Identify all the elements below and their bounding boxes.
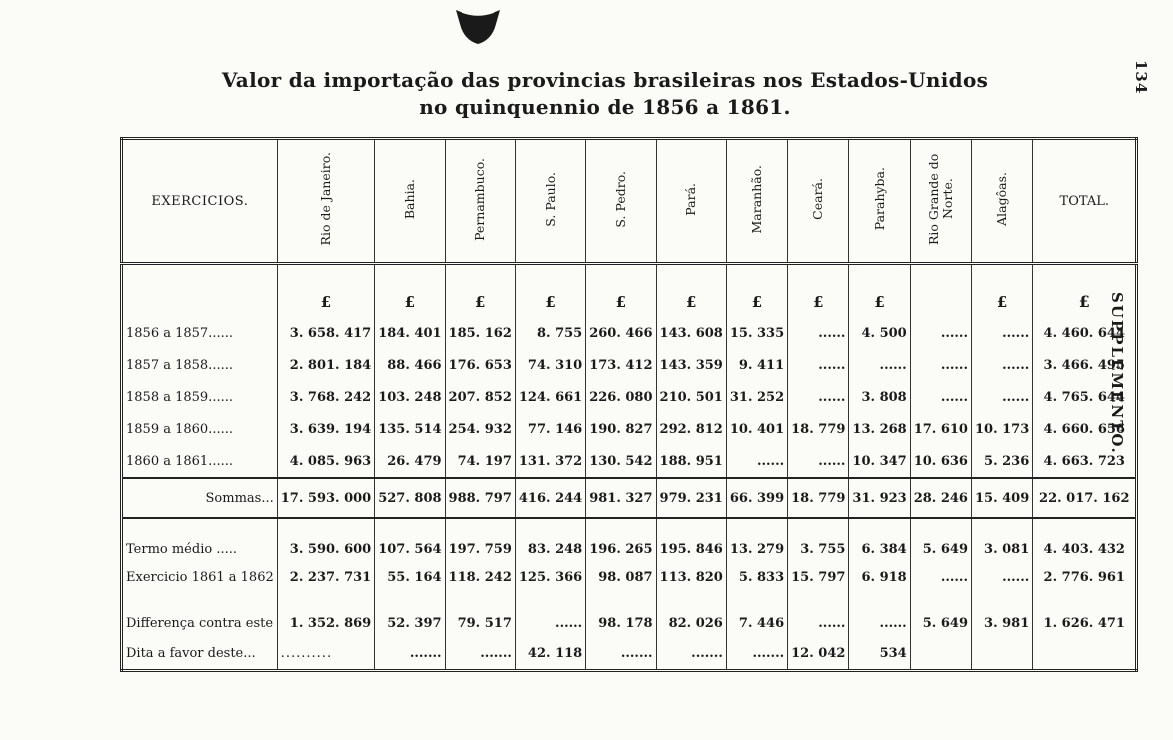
value-cell: 1. 352. 869 xyxy=(277,593,374,637)
row-label: 1856 a 1857...... xyxy=(122,317,278,349)
value-cell: 173. 412 xyxy=(586,349,656,381)
row-label: 1859 a 1860...... xyxy=(122,413,278,445)
unit-cell: £ xyxy=(726,264,787,318)
value-cell: 26. 479 xyxy=(375,445,445,478)
value-cell: 31. 252 xyxy=(726,381,787,413)
value-cell: 18. 779 xyxy=(788,478,849,518)
value-cell: 13. 279 xyxy=(726,518,787,561)
total-cell: 4. 403. 432 xyxy=(1033,518,1137,561)
value-cell: ....... xyxy=(375,637,445,671)
value-cell: 10. 173 xyxy=(971,413,1032,445)
header-exercicios: EXERCICIOS. xyxy=(122,139,278,264)
value-cell: ....... xyxy=(445,637,515,671)
value-cell: 4. 085. 963 xyxy=(277,445,374,478)
header-row xyxy=(122,139,1137,264)
value-cell: 3. 658. 417 xyxy=(277,317,374,349)
value-cell: 3. 768. 242 xyxy=(277,381,374,413)
total-cell: 4. 765. 644 xyxy=(1033,381,1137,413)
value-cell: 98. 178 xyxy=(586,593,656,637)
header-province: Rio Grande do Norte. xyxy=(910,139,971,264)
header-province: Alagôas. xyxy=(971,139,1032,264)
value-cell: 103. 248 xyxy=(375,381,445,413)
differenca-row xyxy=(122,593,1137,637)
value-cell: 9. 411 xyxy=(726,349,787,381)
header-province: S. Paulo. xyxy=(515,139,585,264)
value-cell: 130. 542 xyxy=(586,445,656,478)
value-cell: 8. 755 xyxy=(515,317,585,349)
value-cell: ...... xyxy=(788,349,849,381)
value-cell: 3. 755 xyxy=(788,518,849,561)
value-cell: ...... xyxy=(910,381,971,413)
value-cell: 527. 808 xyxy=(375,478,445,518)
unit-cell: £ xyxy=(971,264,1032,318)
value-cell: .......... xyxy=(277,637,374,671)
value-cell: 15. 797 xyxy=(788,561,849,593)
value-cell: ...... xyxy=(788,593,849,637)
dita-row xyxy=(122,637,1137,671)
value-cell: ...... xyxy=(971,317,1032,349)
value-cell: 13. 268 xyxy=(849,413,910,445)
value-cell: ....... xyxy=(726,637,787,671)
header-province: Bahia. xyxy=(375,139,445,264)
unit-cell: £ xyxy=(849,264,910,318)
value-cell: 88. 466 xyxy=(375,349,445,381)
import-table xyxy=(120,137,1138,672)
row-label: Exercicio 1861 a 1862 xyxy=(122,561,278,593)
value-cell: 260. 466 xyxy=(586,317,656,349)
value-cell: ...... xyxy=(971,561,1032,593)
unit-cell: £ xyxy=(445,264,515,318)
value-cell: 143. 359 xyxy=(656,349,726,381)
value-cell: ...... xyxy=(971,381,1032,413)
value-cell: 52. 397 xyxy=(375,593,445,637)
value-cell: 176. 653 xyxy=(445,349,515,381)
unit-row xyxy=(122,264,1137,318)
value-cell: 107. 564 xyxy=(375,518,445,561)
total-cell: 1. 626. 471 xyxy=(1033,593,1137,637)
value-cell: 988. 797 xyxy=(445,478,515,518)
value-cell: 18. 779 xyxy=(788,413,849,445)
value-cell: 124. 661 xyxy=(515,381,585,413)
row-label: 1857 a 1858...... xyxy=(122,349,278,381)
ornament-icon xyxy=(452,6,504,46)
value-cell: 28. 246 xyxy=(910,478,971,518)
unit-cell: £ xyxy=(656,264,726,318)
value-cell xyxy=(910,637,971,671)
value-cell: 190. 827 xyxy=(586,413,656,445)
table-row xyxy=(122,445,1137,478)
unit-cell: £ xyxy=(1033,264,1137,318)
value-cell: ...... xyxy=(910,317,971,349)
value-cell xyxy=(971,637,1032,671)
total-cell: 3. 466. 495 xyxy=(1033,349,1137,381)
value-cell: 135. 514 xyxy=(375,413,445,445)
value-cell: 5. 833 xyxy=(726,561,787,593)
value-cell: 5. 236 xyxy=(971,445,1032,478)
unit-cell: £ xyxy=(277,264,374,318)
value-cell: 6. 918 xyxy=(849,561,910,593)
total-cell: 2. 776. 961 xyxy=(1033,561,1137,593)
value-cell: 979. 231 xyxy=(656,478,726,518)
total-cell xyxy=(1033,637,1137,671)
total-cell: 22. 017. 162 xyxy=(1033,478,1137,518)
value-cell: 143. 608 xyxy=(656,317,726,349)
value-cell: 226. 080 xyxy=(586,381,656,413)
value-cell: 3. 590. 600 xyxy=(277,518,374,561)
value-cell: 184. 401 xyxy=(375,317,445,349)
value-cell: ...... xyxy=(515,593,585,637)
value-cell: ....... xyxy=(586,637,656,671)
unit-cell: £ xyxy=(375,264,445,318)
row-label: 1860 a 1861...... xyxy=(122,445,278,478)
value-cell: 66. 399 xyxy=(726,478,787,518)
value-cell: 3. 808 xyxy=(849,381,910,413)
value-cell: 3. 081 xyxy=(971,518,1032,561)
value-cell: ...... xyxy=(788,445,849,478)
value-cell: 42. 118 xyxy=(515,637,585,671)
value-cell: 5. 649 xyxy=(910,593,971,637)
value-cell: ...... xyxy=(971,349,1032,381)
row-label: Differença contra este xyxy=(122,593,278,637)
value-cell: 185. 162 xyxy=(445,317,515,349)
value-cell: 981. 327 xyxy=(586,478,656,518)
value-cell: 196. 265 xyxy=(586,518,656,561)
value-cell: 188. 951 xyxy=(656,445,726,478)
value-cell: 74. 197 xyxy=(445,445,515,478)
unit-cell xyxy=(910,264,971,318)
value-cell: 207. 852 xyxy=(445,381,515,413)
value-cell: 292. 812 xyxy=(656,413,726,445)
row-label: Termo médio ..... xyxy=(122,518,278,561)
value-cell: 7. 446 xyxy=(726,593,787,637)
value-cell: ...... xyxy=(849,593,910,637)
value-cell: ...... xyxy=(788,381,849,413)
value-cell: 3. 639. 194 xyxy=(277,413,374,445)
value-cell: 210. 501 xyxy=(656,381,726,413)
value-cell: 31. 923 xyxy=(849,478,910,518)
value-cell: 195. 846 xyxy=(656,518,726,561)
value-cell: 6. 384 xyxy=(849,518,910,561)
value-cell: 98. 087 xyxy=(586,561,656,593)
value-cell: ....... xyxy=(656,637,726,671)
termo-row xyxy=(122,518,1137,561)
unit-cell: £ xyxy=(586,264,656,318)
value-cell: 10. 636 xyxy=(910,445,971,478)
side-label: SUPPLEMENTO. xyxy=(1108,292,1126,455)
value-cell: 534 xyxy=(849,637,910,671)
value-cell: 15. 335 xyxy=(726,317,787,349)
exercicio-row xyxy=(122,561,1137,593)
header-province: Pernambuco. xyxy=(445,139,515,264)
value-cell: 15. 409 xyxy=(971,478,1032,518)
header-province: S. Pedro. xyxy=(586,139,656,264)
value-cell: 2. 237. 731 xyxy=(277,561,374,593)
table-row xyxy=(122,381,1137,413)
unit-cell: £ xyxy=(515,264,585,318)
value-cell: 17. 593. 000 xyxy=(277,478,374,518)
header-province: Rio de Janeiro. xyxy=(277,139,374,264)
row-label: Dita a favor deste... xyxy=(122,637,278,671)
sommas-row xyxy=(122,478,1137,518)
total-cell: 4. 663. 723 xyxy=(1033,445,1137,478)
row-label: Sommas... xyxy=(122,478,278,518)
value-cell: 12. 042 xyxy=(788,637,849,671)
value-cell: 5. 649 xyxy=(910,518,971,561)
title-line-1: Valor da importação das provincias brasileiras nos Estados-Unidos xyxy=(221,68,989,92)
value-cell: 82. 026 xyxy=(656,593,726,637)
unit-cell: £ xyxy=(788,264,849,318)
header-province: Ceará. xyxy=(788,139,849,264)
header-province: Pará. xyxy=(656,139,726,264)
value-cell: ...... xyxy=(910,561,971,593)
value-cell: 113. 820 xyxy=(656,561,726,593)
value-cell: ...... xyxy=(849,349,910,381)
total-cell: 4. 660. 656 xyxy=(1033,413,1137,445)
value-cell: 77. 146 xyxy=(515,413,585,445)
value-cell: 55. 164 xyxy=(375,561,445,593)
value-cell: 79. 517 xyxy=(445,593,515,637)
value-cell: 2. 801. 184 xyxy=(277,349,374,381)
title-line-2: no quinquennio de 1856 a 1861. xyxy=(419,95,791,119)
value-cell: 10. 401 xyxy=(726,413,787,445)
header-province: Maranhão. xyxy=(726,139,787,264)
table-row xyxy=(122,413,1137,445)
value-cell: 10. 347 xyxy=(849,445,910,478)
value-cell: 74. 310 xyxy=(515,349,585,381)
page-number: 134 xyxy=(1132,60,1150,95)
value-cell: 4. 500 xyxy=(849,317,910,349)
value-cell: 131. 372 xyxy=(515,445,585,478)
value-cell: 125. 366 xyxy=(515,561,585,593)
value-cell: ...... xyxy=(726,445,787,478)
value-cell: 118. 242 xyxy=(445,561,515,593)
header-province: Parahyba. xyxy=(849,139,910,264)
value-cell: 17. 610 xyxy=(910,413,971,445)
value-cell: 254. 932 xyxy=(445,413,515,445)
table-row xyxy=(122,349,1137,381)
value-cell: 83. 248 xyxy=(515,518,585,561)
value-cell: 197. 759 xyxy=(445,518,515,561)
value-cell: ...... xyxy=(910,349,971,381)
header-total: TOTAL. xyxy=(1033,139,1137,264)
table-row xyxy=(122,317,1137,349)
total-cell: 4. 460. 644 xyxy=(1033,317,1137,349)
row-label: 1858 a 1859...... xyxy=(122,381,278,413)
value-cell: 3. 981 xyxy=(971,593,1032,637)
unit-label xyxy=(122,264,278,318)
value-cell: 416. 244 xyxy=(515,478,585,518)
value-cell: ...... xyxy=(788,317,849,349)
